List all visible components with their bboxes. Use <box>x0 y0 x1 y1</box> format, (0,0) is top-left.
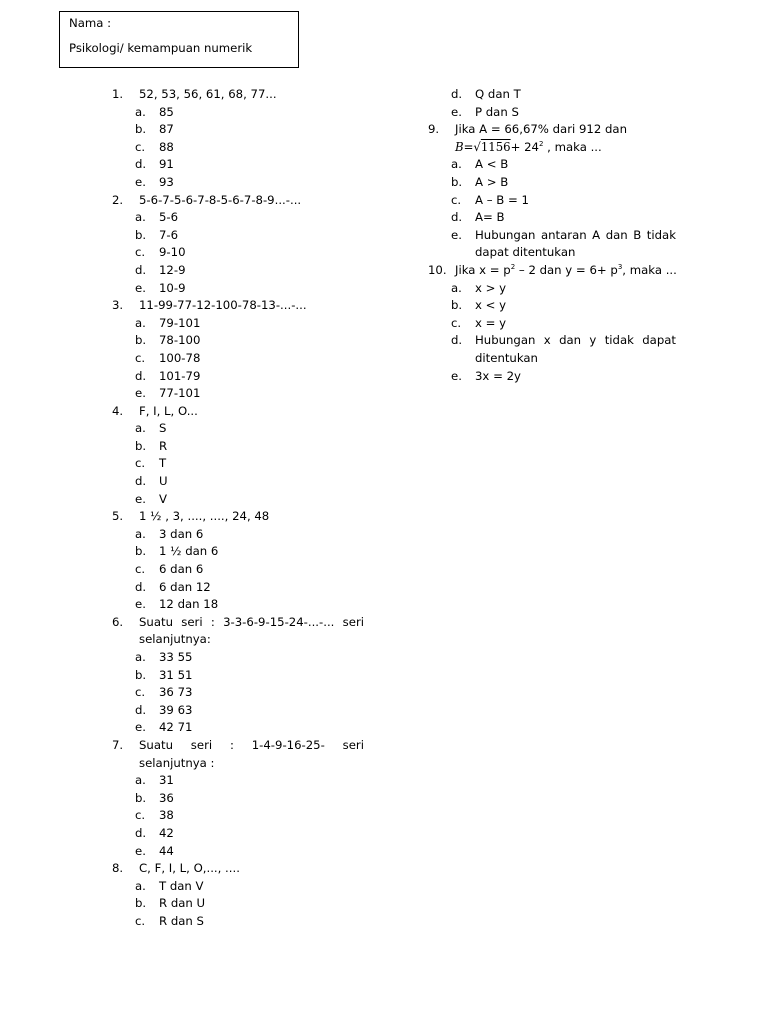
option-text: 100-78 <box>159 350 201 365</box>
option-text: 3x = 2y <box>475 368 521 383</box>
option-text: P dan S <box>475 104 519 119</box>
option-letter: e. <box>135 720 146 735</box>
option-line <box>112 368 364 386</box>
option-letter: a. <box>135 315 146 330</box>
question-line <box>112 403 364 421</box>
option-letter: c. <box>451 192 462 207</box>
question-number: 3. <box>112 298 124 313</box>
option-letter: e. <box>135 597 146 612</box>
question-line <box>112 508 364 526</box>
text-part: Jika x = p <box>455 262 511 277</box>
option-text: 6 dan 12 <box>159 579 211 594</box>
option-letter: d. <box>135 702 147 717</box>
option-line <box>112 596 364 614</box>
option-text: 78-100 <box>159 333 201 348</box>
option-letter: c. <box>135 245 146 260</box>
option-letter: b. <box>135 667 147 682</box>
option-letter: c. <box>451 315 462 330</box>
option-line <box>112 139 364 157</box>
option-letter: d. <box>135 262 147 277</box>
option-letter: e. <box>451 368 462 383</box>
option-line <box>112 262 364 280</box>
option-text: V <box>159 491 167 506</box>
option-letter: c. <box>135 913 146 928</box>
option-letter: e. <box>135 843 146 858</box>
option-letter: c. <box>135 350 146 365</box>
option-letter: e. <box>135 280 146 295</box>
option-line <box>428 332 676 350</box>
option-line <box>112 895 364 913</box>
option-text: dapat ditentukan <box>475 245 576 260</box>
question-text: C, F, I, L, O,..., .... <box>139 861 240 876</box>
option-line <box>112 649 364 667</box>
question-number: 7. <box>112 737 124 752</box>
option-line <box>112 491 364 509</box>
question-text: Jika A = 66,67% dari 912 dan <box>455 122 627 137</box>
option-line <box>112 913 364 931</box>
option-text: 88 <box>159 139 174 154</box>
option-letter: b. <box>135 227 147 242</box>
option-line <box>112 104 364 122</box>
option-line <box>112 209 364 227</box>
question-text: selanjutnya : <box>139 755 215 770</box>
option-letter: a. <box>135 773 146 788</box>
formula-tail: , maka ... <box>543 139 602 154</box>
option-letter: d. <box>451 333 463 348</box>
question-text <box>455 262 677 280</box>
option-letter: c. <box>135 808 146 823</box>
option-text: 9-10 <box>159 245 186 260</box>
option-text: 87 <box>159 122 174 137</box>
option-line <box>112 315 364 333</box>
option-line <box>428 315 676 333</box>
option-text: A= B <box>475 210 505 225</box>
option-line <box>112 227 364 245</box>
option-line <box>428 209 676 227</box>
option-text: 31 51 <box>159 667 193 682</box>
option-line <box>112 280 364 298</box>
question-text: 1 ½ , 3, ...., ...., 24, 48 <box>139 509 270 524</box>
option-text: 85 <box>159 104 174 119</box>
question-text: 52, 53, 56, 61, 68, 77... <box>139 87 277 101</box>
question-number: 9. <box>428 122 440 137</box>
option-letter: a. <box>135 526 146 541</box>
option-text: Hubungan x dan y tidak dapat <box>475 333 676 348</box>
option-letter: a. <box>135 104 146 119</box>
option-text: x < y <box>475 298 507 313</box>
option-line <box>112 420 364 438</box>
option-line <box>112 807 364 825</box>
option-line <box>112 719 364 737</box>
formula-variable: B <box>455 139 464 154</box>
radicand: 1156 <box>480 139 511 154</box>
option-letter: e. <box>135 174 146 189</box>
option-line <box>428 297 676 315</box>
option-text: Hubungan antaran A dan B tidak <box>475 227 676 242</box>
option-line <box>112 878 364 896</box>
option-line <box>112 772 364 790</box>
exponent: 2 <box>510 262 516 271</box>
option-text: R dan S <box>159 913 204 928</box>
formula-line <box>428 139 676 157</box>
option-line <box>112 561 364 579</box>
option-text: 10-9 <box>159 280 186 295</box>
option-text: S <box>159 421 167 436</box>
question-text: Suatu seri : 3-3-6-9-15-24-...-... seri <box>139 614 364 629</box>
option-text: R <box>159 438 168 453</box>
option-letter: d. <box>135 579 147 594</box>
option-text: A – B = 1 <box>475 192 529 207</box>
formula-expression <box>455 139 676 157</box>
question-number: 2. <box>112 192 124 207</box>
option-line <box>112 825 364 843</box>
question-text: F, I, L, O... <box>139 403 198 418</box>
option-continuation <box>428 350 676 368</box>
option-text: 79-101 <box>159 315 201 330</box>
option-text: 93 <box>159 174 174 189</box>
option-line <box>112 579 364 597</box>
text-part: , maka ... <box>622 262 677 277</box>
option-line <box>112 438 364 456</box>
question-number: 6. <box>112 614 124 629</box>
question-text: 5-6-7-5-6-7-8-5-6-7-8-9...-... <box>139 192 302 207</box>
option-line <box>112 174 364 192</box>
question-line <box>112 737 364 755</box>
option-letter: c. <box>135 139 146 154</box>
option-letter: b. <box>135 896 147 911</box>
option-line <box>112 332 364 350</box>
question-number: 4. <box>112 403 124 418</box>
option-line <box>112 455 364 473</box>
option-line <box>112 526 364 544</box>
option-letter: b. <box>135 544 147 559</box>
option-letter: d. <box>451 210 463 225</box>
option-line <box>112 702 364 720</box>
subject-title: Psikologi/ kemampuan numerik <box>69 41 253 55</box>
text-part: – 2 dan y = 6+ p <box>515 262 618 277</box>
option-line <box>112 385 364 403</box>
option-line <box>428 86 676 104</box>
option-line <box>112 121 364 139</box>
option-letter: d. <box>135 157 147 172</box>
option-text: 12 dan 18 <box>159 597 219 612</box>
question-number: 8. <box>112 861 124 876</box>
questions-column-left <box>112 86 364 931</box>
option-text: Q dan T <box>475 87 521 101</box>
option-line <box>112 473 364 491</box>
option-text: 31 <box>159 773 174 788</box>
question-line <box>112 860 364 878</box>
exponent: 2 <box>538 139 544 148</box>
option-text: A > B <box>475 174 509 189</box>
option-letter: c. <box>135 456 146 471</box>
option-line <box>112 684 364 702</box>
question-number: 10. <box>428 262 447 277</box>
question-continuation <box>112 755 364 773</box>
option-line <box>428 156 676 174</box>
header-box <box>59 11 299 68</box>
option-line <box>112 350 364 368</box>
option-letter: b. <box>135 790 147 805</box>
option-line <box>428 104 676 122</box>
question-line <box>428 262 676 280</box>
option-text: 36 <box>159 790 174 805</box>
formula-math <box>455 140 511 154</box>
option-letter: a. <box>451 157 462 172</box>
option-text: 44 <box>159 843 174 858</box>
option-letter: b. <box>135 438 147 453</box>
option-line <box>112 156 364 174</box>
sqrt-sign: √ <box>473 139 481 154</box>
formula-equals: = <box>463 139 474 154</box>
option-text: 3 dan 6 <box>159 526 204 541</box>
option-letter: b. <box>451 174 463 189</box>
option-text: 101-79 <box>159 368 201 383</box>
option-text: 5-6 <box>159 210 179 225</box>
question-number: 1. <box>112 87 124 101</box>
question-text: selanjutnya: <box>139 632 211 647</box>
option-letter: a. <box>135 210 146 225</box>
option-letter: b. <box>135 122 147 137</box>
option-letter: c. <box>135 562 146 577</box>
question-continuation <box>112 631 364 649</box>
question-line <box>112 614 364 632</box>
option-text: 12-9 <box>159 262 186 277</box>
question-line <box>428 121 676 139</box>
option-text: T <box>159 456 167 471</box>
option-text: x > y <box>475 280 507 295</box>
option-text: 36 73 <box>159 685 193 700</box>
option-letter: c. <box>135 685 146 700</box>
question-line <box>112 192 364 210</box>
option-letter: d. <box>451 87 463 101</box>
option-line <box>112 543 364 561</box>
option-text: 77-101 <box>159 386 201 401</box>
option-text: 39 63 <box>159 702 193 717</box>
option-letter: b. <box>135 333 147 348</box>
option-letter: a. <box>135 878 146 893</box>
option-text: A < B <box>475 157 509 172</box>
option-line <box>112 667 364 685</box>
option-letter: d. <box>135 474 147 489</box>
option-text: 42 <box>159 825 174 840</box>
option-text: 1 ½ dan 6 <box>159 544 219 559</box>
option-letter: e. <box>135 386 146 401</box>
option-line <box>428 174 676 192</box>
option-line <box>428 280 676 298</box>
question-text: Suatu seri : 1-4-9-16-25- seri <box>139 737 364 752</box>
option-text: 91 <box>159 157 174 172</box>
formula-rest: + 24 <box>510 139 539 154</box>
option-text: R dan U <box>159 896 206 911</box>
option-text: 38 <box>159 808 174 823</box>
question-number: 5. <box>112 509 124 524</box>
questions-column-right <box>428 86 676 385</box>
option-letter: a. <box>451 280 462 295</box>
option-line <box>428 368 676 386</box>
option-text: 33 55 <box>159 650 193 664</box>
option-letter: d. <box>135 368 147 383</box>
exponent: 3 <box>617 262 623 271</box>
option-line <box>112 790 364 808</box>
option-text: x = y <box>475 315 507 330</box>
option-letter: d. <box>135 825 147 840</box>
option-text: ditentukan <box>475 350 538 365</box>
option-letter: e. <box>451 104 462 119</box>
option-continuation <box>428 244 676 262</box>
option-text: 6 dan 6 <box>159 562 204 577</box>
name-label: Nama : <box>69 16 112 30</box>
question-line <box>112 86 364 104</box>
option-text: T dan V <box>159 878 204 893</box>
option-text: U <box>159 474 168 489</box>
option-letter: e. <box>135 491 146 506</box>
option-letter: a. <box>135 421 146 436</box>
question-line <box>112 297 364 315</box>
option-letter: b. <box>451 298 463 313</box>
option-line <box>428 227 676 245</box>
option-text: 42 71 <box>159 720 193 735</box>
option-text: 7-6 <box>159 227 179 242</box>
question-text: 11-99-77-12-100-78-13-...-... <box>139 298 307 313</box>
option-letter: e. <box>451 227 462 242</box>
option-line <box>112 843 364 861</box>
option-letter: a. <box>135 650 146 664</box>
option-line <box>112 244 364 262</box>
option-line <box>428 192 676 210</box>
